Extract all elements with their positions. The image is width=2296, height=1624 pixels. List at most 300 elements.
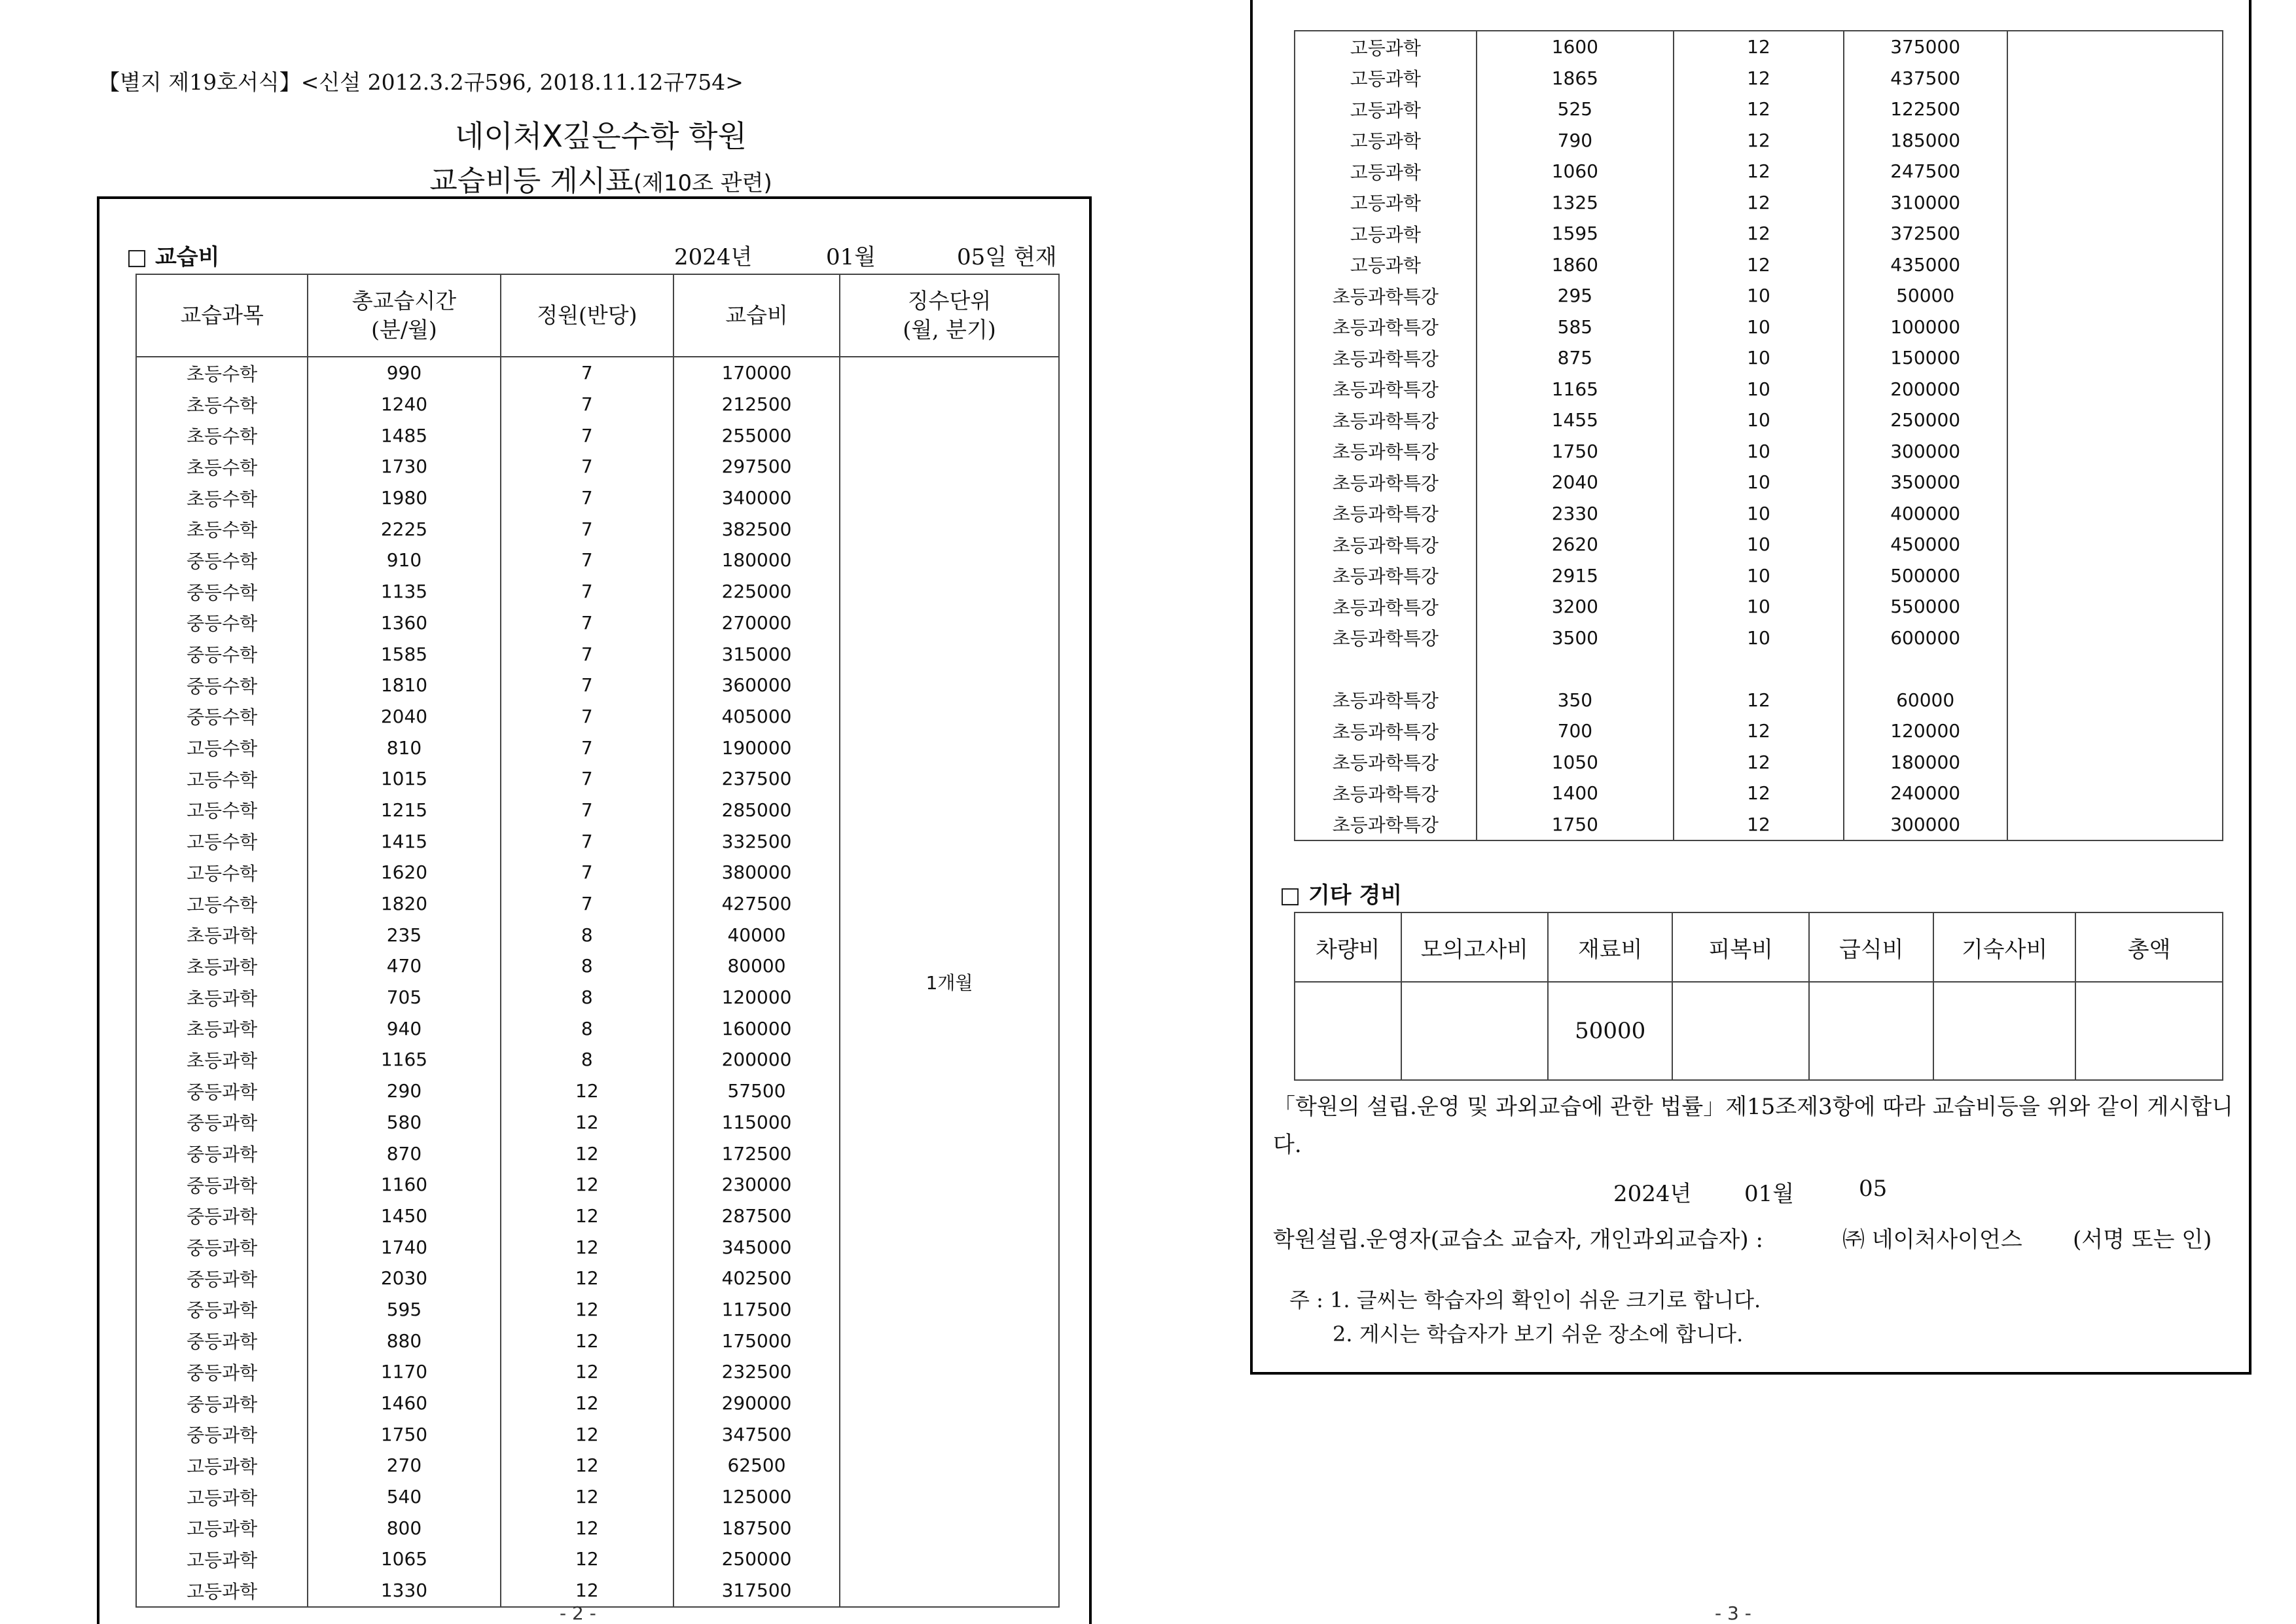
tuition-table-body: [136, 357, 1059, 1607]
cell-subject: 초등과학특강: [1295, 778, 1477, 809]
tuition-table: [135, 274, 1060, 1608]
cell-fee: 40000: [673, 919, 840, 950]
cell-total-time: 705: [308, 982, 501, 1013]
cell-collection-unit-empty: [2007, 312, 2223, 343]
cell-total-time: 1170: [308, 1356, 501, 1388]
cell-total-time: 1330: [308, 1575, 501, 1607]
cell-fee: 240000: [1844, 778, 2007, 809]
cell-total-time: 1595: [1477, 218, 1674, 249]
cell-subject: 중등수학: [136, 638, 308, 670]
cell-total-time: 1215: [308, 795, 501, 826]
cell-subject: 초등과학특강: [1295, 685, 1477, 716]
cell-fee: 500000: [1844, 560, 2007, 592]
cell-capacity: 12: [501, 1512, 673, 1543]
cell-subject: 초등과학특강: [1295, 467, 1477, 498]
cell-fee: 285000: [673, 795, 840, 826]
cell-total-time: 1065: [308, 1543, 501, 1575]
cell-fee: 332500: [673, 825, 840, 857]
sheet-title: [0, 157, 1202, 199]
cell-subject: 고등수학: [136, 825, 308, 857]
cell-fee: 160000: [673, 1013, 840, 1044]
cell-total-time: 1325: [1477, 187, 1674, 219]
table-row: [136, 357, 1059, 389]
cell-subject: 초등과학: [136, 1013, 308, 1044]
cell-total-time: 1740: [308, 1231, 501, 1263]
cell-subject: 초등과학: [136, 919, 308, 950]
cell-collection-unit-empty: [2007, 405, 2223, 436]
cell-total-time: 790: [1477, 125, 1674, 156]
cell-capacity: 7: [501, 670, 673, 701]
cell-capacity: 7: [501, 638, 673, 670]
cell-collection-unit-empty: [2007, 560, 2223, 592]
cell-total-time: 1015: [308, 763, 501, 795]
cell-fee: 375000: [1844, 31, 2007, 63]
cell-total-time: 1050: [1477, 747, 1674, 778]
cell-fee: 437500: [1844, 63, 2007, 94]
cell-total-time: 810: [308, 732, 501, 763]
cell-total-time: 2330: [1477, 498, 1674, 530]
table-row: [1295, 218, 2223, 249]
table-row: [1295, 374, 2223, 405]
cell-total-time: 3200: [1477, 591, 1674, 623]
cell-capacity: 8: [501, 1013, 673, 1044]
cell-collection-unit-empty: [2007, 467, 2223, 498]
cell-total-time: 1400: [1477, 778, 1674, 809]
cell-total-time: 940: [308, 1013, 501, 1044]
cell-collection-unit-empty: [2007, 747, 2223, 778]
note-item-2: [1289, 1317, 1761, 1351]
cell-subject: 중등수학: [136, 545, 308, 576]
table-row: [1295, 591, 2223, 623]
cell-total-time: 1750: [1477, 436, 1674, 467]
cell-fee: 170000: [673, 357, 840, 389]
cell-capacity: 12: [501, 1231, 673, 1263]
cell-collection-unit-empty: [2007, 31, 2223, 63]
cell-total-time: 990: [308, 357, 501, 389]
cell-subject: 중등과학: [136, 1200, 308, 1232]
cell-collection-unit-empty: [2007, 653, 2223, 685]
cell-collection-unit-empty: [2007, 125, 2223, 156]
cell-collection-unit-empty: [2007, 809, 2223, 841]
cell-subject: [1295, 653, 1477, 685]
notes: [1289, 1283, 1761, 1351]
table-row: [1295, 312, 2223, 343]
cell-capacity: 7: [501, 420, 673, 451]
cell-fee: 400000: [1844, 498, 2007, 530]
cell-fee: 187500: [673, 1512, 840, 1543]
cell-subject: 초등과학특강: [1295, 747, 1477, 778]
cell-collection-unit-empty: [2007, 715, 2223, 747]
table-row: [1295, 467, 2223, 498]
col-header-line: 교습비: [725, 302, 788, 328]
cell-subject: 중등수학: [136, 576, 308, 607]
other-fees-section-title: □ 기타 경비: [1280, 882, 1403, 909]
cell-fee: 120000: [673, 982, 840, 1013]
cell-collection-unit-empty: [2007, 623, 2223, 654]
cell-fee: 185000: [1844, 125, 2007, 156]
cell-collection-unit-empty: [2007, 187, 2223, 219]
tuition-table-header: [136, 274, 1059, 357]
cell-capacity: 12: [501, 1575, 673, 1607]
note-text-1: 1. 글씨는 학습자의 확인이 쉬운 크기로 합니다.: [1330, 1288, 1761, 1312]
cell-fee: 290000: [673, 1388, 840, 1419]
cell-subject: 고등수학: [136, 795, 308, 826]
cell-fee: 250000: [673, 1543, 840, 1575]
table-row: [1295, 280, 2223, 312]
cell-subject: 중등과학: [136, 1418, 308, 1450]
cell-fee: 450000: [1844, 529, 2007, 560]
table-row: [1295, 156, 2223, 187]
cell-collection-unit-empty: [2007, 591, 2223, 623]
cell-capacity: 7: [501, 451, 673, 482]
fee-col-header: 기숙사비: [1933, 912, 2075, 982]
cell-collection-unit-empty: [2007, 280, 2223, 312]
cell-total-time: 1980: [308, 482, 501, 514]
cell-subject: 고등수학: [136, 888, 308, 920]
sheet-title-sub: (제10조 관련): [633, 170, 772, 196]
cell-capacity: 12: [501, 1450, 673, 1481]
fee-value: [1933, 982, 2075, 1080]
cell-total-time: 2040: [308, 701, 501, 732]
cell-collection-unit-empty: [2007, 94, 2223, 125]
cell-total-time: 1060: [1477, 156, 1674, 187]
tuition-date-month: 01월: [826, 244, 876, 270]
cell-fee: 405000: [673, 701, 840, 732]
sheet-title-main: 교습비등 게시표: [429, 164, 634, 198]
cell-subject: 중등과학: [136, 1231, 308, 1263]
cell-total-time: 2030: [308, 1263, 501, 1294]
cell-collection-unit-empty: [2007, 685, 2223, 716]
cell-total-time: 1165: [308, 1044, 501, 1075]
cell-fee: 402500: [673, 1263, 840, 1294]
cell-capacity: 7: [501, 607, 673, 639]
cell-capacity: 10: [1674, 623, 1844, 654]
col-header-line: 징수단위: [907, 288, 992, 314]
table-row: [1295, 653, 2223, 685]
cell-subject: 중등과학: [136, 1294, 308, 1326]
cell-total-time: 870: [308, 1138, 501, 1169]
cell-subject: 초등수학: [136, 389, 308, 420]
cell-subject: 초등과학: [136, 950, 308, 982]
cell-total-time: 540: [308, 1481, 501, 1513]
cell-collection-unit-empty: [2007, 342, 2223, 374]
cell-fee: 350000: [1844, 467, 2007, 498]
cell-fee: 50000: [1844, 280, 2007, 312]
cell-fee: 310000: [1844, 187, 2007, 219]
cell-capacity: 12: [1674, 94, 1844, 125]
cell-capacity: 8: [501, 982, 673, 1013]
cell-subject: 초등과학: [136, 982, 308, 1013]
cell-capacity: 10: [1674, 342, 1844, 374]
cell-subject: 중등과학: [136, 1075, 308, 1107]
cell-total-time: 800: [308, 1512, 501, 1543]
cell-capacity: 12: [501, 1418, 673, 1450]
cell-fee: 317500: [673, 1575, 840, 1607]
cell-subject: 초등과학특강: [1295, 591, 1477, 623]
cell-capacity: 7: [501, 763, 673, 795]
cell-fee: 360000: [673, 670, 840, 701]
cell-fee: 270000: [673, 607, 840, 639]
cell-subject: 초등과학특강: [1295, 374, 1477, 405]
cell-collection-unit-empty: [2007, 218, 2223, 249]
cell-subject: 중등수학: [136, 670, 308, 701]
cell-fee: 250000: [1844, 405, 2007, 436]
cell-fee: 100000: [1844, 312, 2007, 343]
cell-capacity: 8: [501, 919, 673, 950]
cell-subject: 고등수학: [136, 763, 308, 795]
col-header-line: (월, 분기): [903, 317, 996, 342]
cell-fee: 297500: [673, 451, 840, 482]
cell-capacity: 12: [501, 1169, 673, 1200]
cell-capacity: 7: [501, 825, 673, 857]
notice-date-month: 01월: [1744, 1181, 1795, 1207]
cell-total-time: 585: [1477, 312, 1674, 343]
cell-subject: 초등수학: [136, 513, 308, 545]
cell-capacity: 12: [501, 1356, 673, 1388]
cell-total-time: 470: [308, 950, 501, 982]
cell-fee: 225000: [673, 576, 840, 607]
cell-collection-unit-empty: [2007, 498, 2223, 530]
cell-subject: 초등과학특강: [1295, 498, 1477, 530]
col-header-capacity: [501, 274, 673, 357]
cell-total-time: 290: [308, 1075, 501, 1107]
cell-subject: 초등과학특강: [1295, 623, 1477, 654]
cell-capacity: 12: [1674, 685, 1844, 716]
tuition-table-continued-body: [1295, 31, 2223, 840]
cell-total-time: 2225: [308, 513, 501, 545]
cell-fee: 340000: [673, 482, 840, 514]
notice-date-year: 2024년: [1613, 1181, 1692, 1207]
cell-subject: 고등과학: [136, 1575, 308, 1607]
cell-capacity: 10: [1674, 591, 1844, 623]
cell-total-time: 2040: [1477, 467, 1674, 498]
cell-total-time: 525: [1477, 94, 1674, 125]
cell-capacity: 7: [501, 513, 673, 545]
tuition-date-day: 05일 현재: [957, 244, 1057, 270]
cell-capacity: 12: [1674, 778, 1844, 809]
cell-capacity: 12: [501, 1107, 673, 1138]
operator-name: ㈜ 네이처사이언스: [1842, 1227, 2022, 1253]
cell-subject: 초등과학특강: [1295, 560, 1477, 592]
cell-fee: 600000: [1844, 623, 2007, 654]
table-row: [1295, 342, 2223, 374]
cell-capacity: 12: [1674, 809, 1844, 841]
cell-capacity: 12: [501, 1325, 673, 1356]
table-row: [1295, 809, 2223, 841]
cell-subject: 고등과학: [136, 1543, 308, 1575]
cell-fee: 237500: [673, 763, 840, 795]
cell-fee: 172500: [673, 1138, 840, 1169]
cell-fee: 120000: [1844, 715, 2007, 747]
form-reference: 【별지 제19호서식】<신설 2012.3.2규596, 2018.11.12규754>: [98, 69, 744, 95]
cell-subject: 고등과학: [136, 1450, 308, 1481]
cell-capacity: 12: [1674, 31, 1844, 63]
cell-capacity: 7: [501, 545, 673, 576]
notes-prefix: 주 :: [1289, 1288, 1323, 1312]
cell-capacity: 7: [501, 357, 673, 389]
cell-subject: 고등과학: [1295, 156, 1477, 187]
cell-capacity: 7: [501, 888, 673, 920]
cell-fee: 80000: [673, 950, 840, 982]
cell-fee: [1844, 653, 2007, 685]
cell-subject: 초등수학: [136, 482, 308, 514]
cell-subject: 초등과학: [136, 1044, 308, 1075]
cell-subject: 고등과학: [136, 1481, 308, 1513]
cell-subject: 초등과학특강: [1295, 280, 1477, 312]
cell-subject: 고등수학: [136, 857, 308, 888]
cell-fee: 380000: [673, 857, 840, 888]
cell-capacity: 12: [501, 1263, 673, 1294]
cell-fee: 125000: [673, 1481, 840, 1513]
cell-subject: 고등과학: [1295, 31, 1477, 63]
fee-col-header: 피복비: [1672, 912, 1809, 982]
page-number-left: - 2 -: [560, 1602, 596, 1624]
cell-subject: 고등과학: [1295, 218, 1477, 249]
table-row: [1295, 187, 2223, 219]
cell-subject: 고등과학: [1295, 94, 1477, 125]
table-row: [1295, 747, 2223, 778]
cell-total-time: 350: [1477, 685, 1674, 716]
cell-total-time: 1750: [308, 1418, 501, 1450]
cell-total-time: 235: [308, 919, 501, 950]
cell-collection-unit-empty: [2007, 249, 2223, 281]
cell-capacity: 12: [1674, 187, 1844, 219]
cell-capacity: 12: [501, 1200, 673, 1232]
cell-subject: 중등과학: [136, 1107, 308, 1138]
cell-fee: 175000: [673, 1325, 840, 1356]
cell-capacity: 7: [501, 701, 673, 732]
cell-capacity: 7: [501, 795, 673, 826]
cell-subject: 초등과학특강: [1295, 342, 1477, 374]
cell-subject: 중등과학: [136, 1138, 308, 1169]
cell-fee: 382500: [673, 513, 840, 545]
cell-total-time: 1360: [308, 607, 501, 639]
cell-capacity: 10: [1674, 436, 1844, 467]
cell-subject: 초등수학: [136, 420, 308, 451]
table-row: [1295, 685, 2223, 716]
table-row: [1295, 623, 2223, 654]
cell-fee: 372500: [1844, 218, 2007, 249]
col-header-line: 교습과목: [180, 302, 264, 328]
cell-subject: 초등과학특강: [1295, 436, 1477, 467]
fee-value: [1401, 982, 1549, 1080]
cell-total-time: 1810: [308, 670, 501, 701]
fee-col-header: 재료비: [1548, 912, 1672, 982]
cell-capacity: 12: [1674, 125, 1844, 156]
cell-total-time: [1477, 653, 1674, 685]
operator-label: 학원설립.운영자(교습소 교습자, 개인과외교습자) :: [1273, 1227, 1763, 1253]
table-row: [1295, 405, 2223, 436]
cell-total-time: 1450: [308, 1200, 501, 1232]
tuition-section-title: □ 교습비: [126, 244, 220, 270]
cell-subject: 중등과학: [136, 1356, 308, 1388]
cell-capacity: 7: [501, 857, 673, 888]
cell-fee: 57500: [673, 1075, 840, 1107]
cell-fee: 200000: [673, 1044, 840, 1075]
cell-fee: 345000: [673, 1231, 840, 1263]
table-row: [1295, 560, 2223, 592]
fee-value: 50000: [1548, 982, 1672, 1080]
cell-total-time: 595: [308, 1294, 501, 1326]
cell-fee: 60000: [1844, 685, 2007, 716]
cell-total-time: 1415: [308, 825, 501, 857]
fee-col-header: 차량비: [1295, 912, 1401, 982]
cell-total-time: 1135: [308, 576, 501, 607]
cell-subject: 고등과학: [1295, 63, 1477, 94]
cell-subject: 중등과학: [136, 1388, 308, 1419]
cell-collection-unit-empty: [2007, 778, 2223, 809]
cell-total-time: 1730: [308, 451, 501, 482]
table-row: [1295, 31, 2223, 63]
cell-capacity: 8: [501, 1044, 673, 1075]
table-row: [1295, 498, 2223, 530]
cell-subject: 초등과학특강: [1295, 715, 1477, 747]
cell-capacity: 12: [501, 1543, 673, 1575]
cell-capacity: 12: [501, 1388, 673, 1419]
cell-fee: 200000: [1844, 374, 2007, 405]
cell-total-time: 1455: [1477, 405, 1674, 436]
cell-capacity: 10: [1674, 280, 1844, 312]
col-header-collection-unit: [840, 274, 1059, 357]
cell-subject: 고등과학: [1295, 187, 1477, 219]
cell-fee: 435000: [1844, 249, 2007, 281]
cell-fee: 232500: [673, 1356, 840, 1388]
table-row: [1295, 249, 2223, 281]
fee-col-header: 모의고사비: [1401, 912, 1549, 982]
cell-fee: 247500: [1844, 156, 2007, 187]
cell-total-time: 880: [308, 1325, 501, 1356]
cell-collection-unit-empty: [2007, 436, 2223, 467]
table-row: [1295, 125, 2223, 156]
cell-total-time: 1820: [308, 888, 501, 920]
col-header-total-time: [308, 274, 501, 357]
signature-note: (서명 또는 인): [2073, 1227, 2212, 1253]
cell-total-time: 1460: [308, 1388, 501, 1419]
cell-total-time: 1240: [308, 389, 501, 420]
cell-capacity: 8: [501, 950, 673, 982]
cell-total-time: 910: [308, 545, 501, 576]
cell-subject: 중등과학: [136, 1263, 308, 1294]
cell-subject: 초등과학특강: [1295, 405, 1477, 436]
cell-fee: 315000: [673, 638, 840, 670]
notice-date-day: 05: [1859, 1176, 1888, 1202]
cell-capacity: 12: [1674, 63, 1844, 94]
academy-name: 네이처X깊은수학 학원: [454, 118, 747, 154]
cell-capacity: 7: [501, 576, 673, 607]
cell-fee: 300000: [1844, 436, 2007, 467]
cell-capacity: 12: [501, 1138, 673, 1169]
cell-fee: 180000: [673, 545, 840, 576]
cell-total-time: 1160: [308, 1169, 501, 1200]
cell-total-time: 1600: [1477, 31, 1674, 63]
cell-fee: 150000: [1844, 342, 2007, 374]
cell-fee: 255000: [673, 420, 840, 451]
cell-total-time: 875: [1477, 342, 1674, 374]
cell-subject: 고등수학: [136, 732, 308, 763]
cell-capacity: 12: [1674, 715, 1844, 747]
fee-value: [1809, 982, 1933, 1080]
cell-total-time: 2620: [1477, 529, 1674, 560]
cell-capacity: 7: [501, 482, 673, 514]
cell-capacity: 10: [1674, 498, 1844, 530]
cell-collection-unit-empty: [2007, 156, 2223, 187]
fee-value: [1672, 982, 1809, 1080]
table-row: [1295, 94, 2223, 125]
cell-fee: 427500: [673, 888, 840, 920]
cell-total-time: 3500: [1477, 623, 1674, 654]
cell-capacity: 12: [1674, 156, 1844, 187]
tuition-date-year: 2024년: [674, 244, 753, 270]
